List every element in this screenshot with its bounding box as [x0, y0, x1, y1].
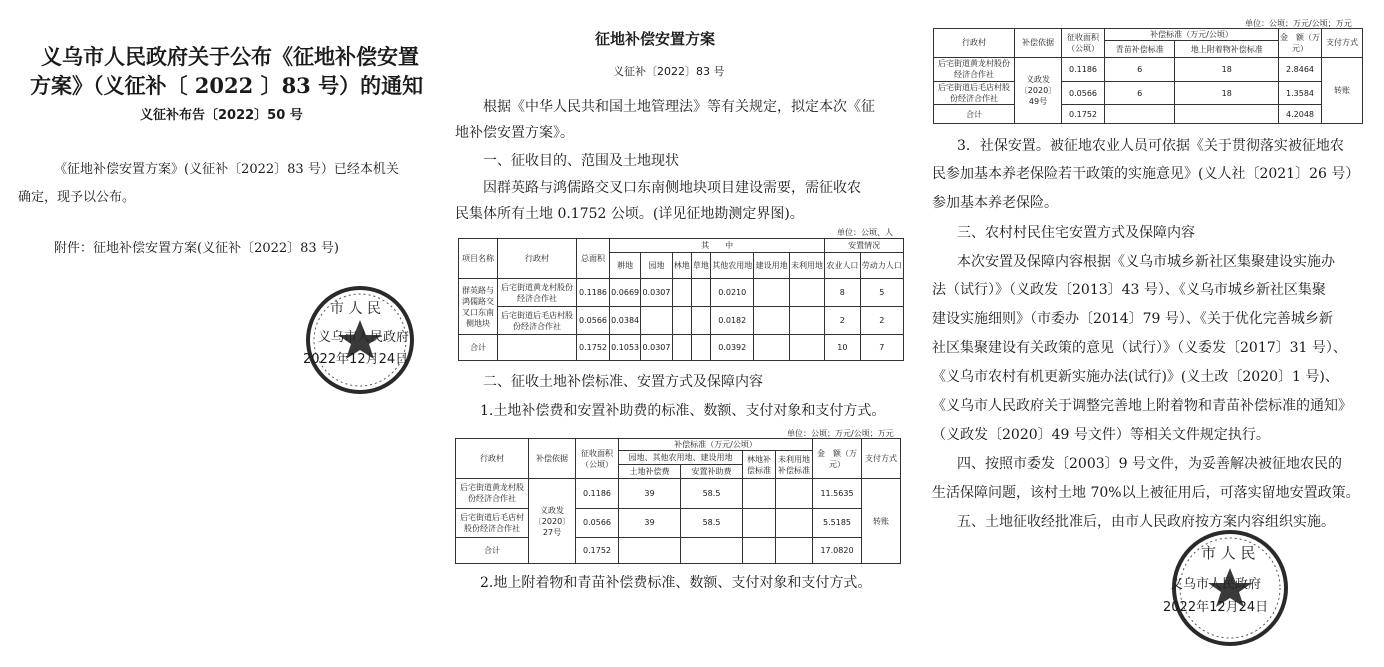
table1-col-header: 劳动力人口 — [860, 253, 903, 279]
table-cell — [776, 537, 813, 563]
notice-paragraph-line1: 《征地补偿安置方案》(义征补〔2022〕83 号）已经本机关 — [54, 162, 399, 177]
table-cell: 18 — [1175, 57, 1279, 81]
table-cell: 10 — [825, 335, 860, 361]
table3-sum-label: 合计 — [934, 105, 1015, 124]
svg-text:市 人 民: 市 人 民 — [1201, 544, 1256, 562]
table-cell: 2 — [860, 307, 903, 335]
table2-header-basis: 补偿依据 — [529, 439, 576, 479]
table2-unit: 单位：公顷；万元/公顷；万元 — [787, 429, 894, 438]
table1-sum-label: 合计 — [459, 335, 498, 361]
table-cell — [776, 479, 813, 508]
table2-basis: 义政发〔2020〕27号 — [529, 479, 576, 564]
section-3-heading: 三、农村村民住宅安置方式及保障内容 — [957, 225, 1195, 241]
table-cell: 58.5 — [681, 479, 743, 508]
table-cell: 5.5185 — [813, 508, 862, 537]
table-cell — [681, 537, 743, 563]
table1-project-name: 群英路与鸿儒路交叉口东南侧地块 — [459, 279, 498, 335]
plan-intro-line2: 地补偿安置方案》。 — [455, 125, 574, 141]
table-cell: 0.1752 — [1062, 105, 1105, 124]
notice-title-line1: 义乌市人民政府关于公布《征地补偿安置 — [41, 44, 419, 69]
section-3-line1: 本次安置及保障内容根据《义乌市城乡新社区集聚建设实施办 — [957, 254, 1335, 270]
table-cell: 0.0384 — [610, 307, 641, 335]
table-cell — [789, 307, 824, 335]
table-cell: 39 — [619, 508, 681, 537]
section-4-line2: 生活保障问题，该村土地 70%以上被征用后，可落实留地安置政策。 — [932, 485, 1360, 501]
table-cell — [672, 307, 691, 335]
table3-header-attach: 地上附着物补偿标准 — [1175, 41, 1279, 58]
table3-pay: 转账 — [1322, 57, 1363, 123]
table-cell — [619, 537, 681, 563]
table-cell: 2.8464 — [1279, 57, 1322, 81]
section-3-line5: 《义乌市农村有机更新实施办法(试行)》(义土改〔2020〕1 号)、 — [932, 369, 1339, 385]
table-cell: 后宅街道黄龙村股份经济合作社 — [498, 279, 577, 307]
table-cell — [754, 307, 789, 335]
table2-header-standard: 补偿标准（万元/公顷） — [619, 439, 813, 451]
plan-page — [445, 0, 915, 667]
table-cell: 0.1752 — [576, 537, 619, 563]
table-cell — [1175, 105, 1279, 124]
table-cell: 0.1186 — [577, 279, 610, 307]
section-1-heading: 一、征收目的、范围及土地现状 — [483, 153, 679, 169]
table2-header-pay: 支付方式 — [862, 439, 901, 479]
table-cell: 0.1053 — [610, 335, 641, 361]
page3-seal-name: 义乌市人民政府 — [1170, 577, 1262, 592]
table-cell: 17.0820 — [813, 537, 862, 563]
section-1-line2: 民集体所有土地 0.1752 公顷。(详见征地勘测定界图)。 — [455, 206, 804, 222]
table-cell: 8 — [825, 279, 860, 307]
table1-header-total: 总面积 — [577, 239, 610, 279]
table2-header-forest: 林地补偿标准 — [743, 451, 776, 479]
section-3-line6: 《义乌市人民政府关于调整完善地上附着物和青苗补偿标准的通知》 — [932, 398, 1352, 414]
table2-header-group: 园地、其他农用地、建设用地 — [619, 451, 743, 465]
page3-date: 2022年12月24日 — [1163, 600, 1269, 615]
table-cell: 后宅街道后毛店村股份经济合作社 — [498, 307, 577, 335]
table-cell: 后宅街道后毛店村股份经济合作社 — [934, 81, 1015, 105]
table1-header-among: 其 中 — [610, 239, 825, 253]
table2-pay: 转账 — [862, 479, 901, 564]
table1-header-village: 行政村 — [498, 239, 577, 279]
plan-doc-number: 义征补〔2022〕83 号 — [613, 65, 725, 78]
table-cell: 0.0566 — [577, 307, 610, 335]
table-cell — [743, 479, 776, 508]
table2-header-land-fee: 土地补偿费 — [619, 465, 681, 479]
table-cell: 1.3584 — [1279, 81, 1322, 105]
section-5: 五、土地征收经批准后，由市人民政府按方案内容组织实施。 — [957, 514, 1335, 530]
table3-header-pay: 支付方式 — [1322, 29, 1363, 58]
table1-col-header: 未利用地 — [789, 253, 824, 279]
table-cell: 11.5635 — [813, 479, 862, 508]
svg-text:市 人 民: 市 人 民 — [330, 301, 381, 317]
table-cell: 0.1186 — [576, 479, 619, 508]
table2-header-unused: 未利用地补偿标准 — [776, 451, 813, 479]
table-cell: 39 — [619, 479, 681, 508]
table-cell — [691, 335, 710, 361]
table3-header-crop: 青苗补偿标准 — [1105, 41, 1175, 58]
table-cell: 0.0307 — [641, 335, 672, 361]
table1-col-header: 林地 — [672, 253, 691, 279]
table-cell: 后宅街道后毛店村股份经济合作社 — [456, 508, 529, 537]
table2-header-area: 征收面积（公顷） — [576, 439, 619, 479]
section-3-line7: （义政发〔2020〕49 号文件）等相关文件规定执行。 — [932, 427, 1270, 443]
table-cell: 0.0566 — [1062, 81, 1105, 105]
table-cell: 0.0566 — [576, 508, 619, 537]
table-cell: 7 — [860, 335, 903, 361]
social-security-line1: 3．社保安置。被征地农业人员可依据《关于贯彻落实被征地农 — [957, 138, 1344, 154]
notice-paragraph-line2: 确定，现予以公布。 — [18, 190, 136, 205]
table-cell: 0.1186 — [1062, 57, 1105, 81]
table1-unit: 单位：公顷、人 — [837, 228, 893, 237]
table-cell — [641, 307, 672, 335]
table-cell — [672, 335, 691, 361]
table1-col-header: 其他农用地 — [711, 253, 754, 279]
table1-col-header: 农业人口 — [825, 253, 860, 279]
notice-title-line2: 方案》（义征补〔 2022 〕83 号）的通知 — [30, 73, 424, 98]
notice-attachment: 附件：征地补偿安置方案(义征补〔2022〕83 号) — [54, 241, 339, 256]
table3-header-basis: 补偿依据 — [1015, 29, 1062, 58]
table-cell: 4.2048 — [1279, 105, 1322, 124]
section-3-line3: 建设实施细则》（市委办〔2014〕79 号）、《关于优化完善城乡新 — [932, 311, 1333, 327]
table-cell: 0.0669 — [610, 279, 641, 307]
table-cell — [498, 335, 577, 361]
plan-page-3 — [915, 0, 1384, 667]
table-cell: 后宅街道黄龙村股份经济合作社 — [934, 57, 1015, 81]
table-cell — [776, 508, 813, 537]
table-cell: 2 — [825, 307, 860, 335]
table-cell — [743, 537, 776, 563]
table-cell — [754, 335, 789, 361]
table-cell: 5 — [860, 279, 903, 307]
table-cell: 后宅街道黄龙村股份经济合作社 — [456, 479, 529, 508]
section-1-line1: 因群英路与鸿儒路交叉口东南侧地块项目建设需要，需征收农 — [483, 180, 861, 196]
table-cell — [1105, 105, 1175, 124]
table1-col-header: 草地 — [691, 253, 710, 279]
table1-header-project: 项目名称 — [459, 239, 498, 279]
table2-header-aid-fee: 安置补助费 — [681, 465, 743, 479]
table3-header-amount: 金 额（万元） — [1279, 29, 1322, 58]
table-cell: 0.0182 — [711, 307, 754, 335]
section-2-item2: 2.地上附着物和青苗补偿费标准、数额、支付对象和支付方式。 — [480, 575, 872, 591]
table2-header-amount: 金 额（万元） — [813, 439, 862, 479]
table-cell — [691, 279, 710, 307]
plan-title: 征地补偿安置方案 — [595, 30, 716, 48]
table-cell: 6 — [1105, 81, 1175, 105]
table-cell: 0.0392 — [711, 335, 754, 361]
table2-header-village: 行政村 — [456, 439, 529, 479]
table3-header-standard: 补偿标准（万元/公顷） — [1105, 29, 1279, 41]
table-cell — [754, 279, 789, 307]
section-2-heading: 二、征收土地补偿标准、安置方式及保障内容 — [483, 374, 763, 390]
table-cell: 6 — [1105, 57, 1175, 81]
land-status-table — [458, 238, 904, 361]
table-cell: 0.0307 — [641, 279, 672, 307]
table1-col-header: 建设用地 — [754, 253, 789, 279]
table1-col-header: 园地 — [641, 253, 672, 279]
section-3-line4: 社区集聚建设有关政策的意见（试行）》（义委发〔2017〕31 号）、 — [932, 340, 1347, 356]
table-cell — [672, 279, 691, 307]
land-compensation-table — [455, 438, 901, 564]
social-security-line3: 参加基本养老保险。 — [932, 195, 1058, 211]
table-cell — [691, 307, 710, 335]
table3-header-area: 征收面积（公顷） — [1062, 29, 1105, 58]
plan-intro-line1: 根据《中华人民共和国土地管理法》等有关规定，拟定本次《征 — [483, 99, 875, 115]
section-4-line1: 四、按照市委发〔2003〕9 号文件，为妥善解决被征地农民的 — [957, 456, 1342, 472]
notice-page — [0, 0, 445, 667]
table-cell: 58.5 — [681, 508, 743, 537]
notice-doc-number: 义征补布告〔2022〕50 号 — [140, 108, 303, 123]
table1-col-header: 耕地 — [610, 253, 641, 279]
table1-header-resettle: 安置情况 — [825, 239, 904, 253]
social-security-line2: 民参加基本养老保险若干政策的实施意见》(义人社〔2021〕26 号） — [932, 166, 1360, 182]
table3-unit: 单位：公顷；万元/公顷；万元 — [1245, 19, 1352, 28]
table-cell — [789, 335, 824, 361]
table-cell — [789, 279, 824, 307]
table3-basis: 义政发〔2020〕49号 — [1015, 57, 1062, 123]
notice-date: 2022年12月24日 — [303, 352, 409, 367]
notice-seal-name: 义乌市人民政府 — [318, 330, 410, 345]
table-cell: 18 — [1175, 81, 1279, 105]
section-2-item1: 1.土地补偿费和安置补助费的标准、数额、支付对象和支付方式。 — [480, 403, 886, 419]
table-cell: 0.1752 — [577, 335, 610, 361]
crop-compensation-table — [933, 28, 1363, 124]
table-cell: 0.0210 — [711, 279, 754, 307]
section-3-line2: 法（试行）》（义政发〔2013〕43 号）、《义乌市城乡新社区集聚 — [932, 282, 1326, 298]
table3-header-village: 行政村 — [934, 29, 1015, 58]
table-cell — [743, 508, 776, 537]
table2-sum-label: 合计 — [456, 537, 529, 563]
